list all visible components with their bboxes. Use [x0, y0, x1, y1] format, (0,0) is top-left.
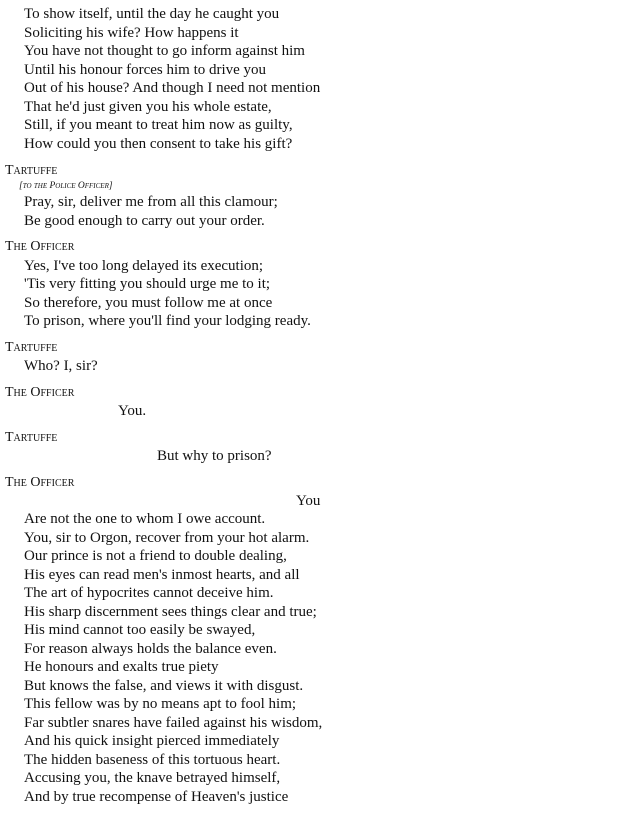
verse-line: But knows the false, and views it with disgust.	[24, 678, 304, 694]
speaker-name: The Officer	[5, 239, 75, 254]
verse-line: His sharp discernment sees things clear and true;	[24, 604, 317, 620]
verse-line: Who? I, sir?	[24, 358, 98, 374]
verse-line: How could you then consent to take his gift?	[24, 136, 293, 152]
verse-line: That he'd just given you his whole estate,	[24, 99, 272, 115]
verse-line: Yes, I've too long delayed its execution;	[24, 258, 264, 274]
verse-line: Are not the one to whom I owe account.	[24, 511, 266, 527]
verse-line: The art of hypocrites cannot deceive him.	[24, 585, 274, 601]
verse-line: Pray, sir, deliver me from all this clamour;	[24, 194, 278, 210]
verse-line: Far subtler snares have failed against his wisdom,	[24, 715, 323, 731]
verse-line: And his quick insight pierced immediately	[24, 733, 280, 749]
verse-line: 'Tis very fitting you should urge me to it;	[24, 276, 271, 292]
verse-line: But why to prison?	[157, 448, 272, 464]
verse-line: Until his honour forces him to drive you	[24, 62, 267, 78]
verse-line: And by true recompense of Heaven's justice	[24, 789, 289, 805]
verse-line: The hidden baseness of this tortuous heart.	[24, 752, 281, 768]
verse-line: You.	[118, 403, 147, 419]
verse-line: Accusing you, the knave betrayed himself,	[24, 770, 281, 786]
speaker-name: Tartuffe	[5, 163, 58, 178]
verse-line: You, sir to Orgon, recover from your hot alarm.	[24, 530, 310, 546]
verse-line: Out of his house? And though I need not mention	[24, 80, 321, 96]
speaker-name: The Officer	[5, 475, 75, 490]
verse-line: You	[296, 493, 321, 509]
verse-line: This fellow was by no means apt to fool him;	[24, 696, 297, 712]
verse-line: For reason always holds the balance even.	[24, 641, 277, 657]
verse-line: To prison, where you'll find your lodging ready.	[24, 313, 311, 329]
verse-line: Soliciting his wife? How happens it	[24, 25, 239, 41]
verse-line: He honours and exalts true piety	[24, 659, 219, 675]
speaker-name: The Officer	[5, 385, 75, 400]
verse-line: You have not thought to go inform against him	[24, 43, 305, 59]
verse-line: His mind cannot too easily be swayed,	[24, 622, 256, 638]
verse-line: His eyes can read men's inmost hearts, and all	[24, 567, 300, 583]
verse-line: So therefore, you must follow me at once	[24, 295, 273, 311]
speaker-name: Tartuffe	[5, 340, 58, 355]
verse-line: Be good enough to carry out your order.	[24, 213, 265, 229]
speaker-name: Tartuffe	[5, 430, 58, 445]
stage-direction: [to the Police Officer]	[19, 181, 113, 191]
verse-line: Our prince is not a friend to double dealing,	[24, 548, 287, 564]
verse-line: Still, if you meant to treat him now as guilty,	[24, 117, 293, 133]
verse-line: To show itself, until the day he caught you	[24, 6, 280, 22]
